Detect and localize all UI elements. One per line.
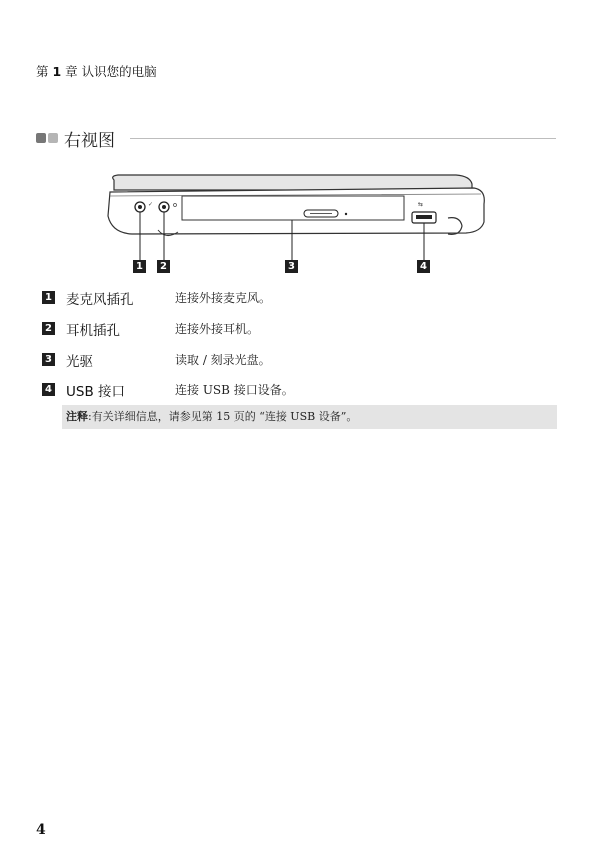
- section-rule: [130, 138, 556, 139]
- item-label: 耳机插孔: [66, 323, 120, 339]
- item-description: 连接外接麦克风。: [175, 291, 272, 305]
- optical-drive-tray: [182, 196, 404, 220]
- note-box: [62, 405, 557, 429]
- laptop-lid: [113, 175, 472, 190]
- section-heading: [36, 126, 556, 150]
- callout-2: 2: [157, 260, 170, 273]
- item-description: 读取 / 刻录光盘。: [175, 353, 271, 367]
- item-label: 光驱: [66, 354, 93, 370]
- item-description: 连接 USB 接口设备。: [175, 383, 294, 397]
- item-number-badge: 3: [42, 353, 55, 366]
- section-bullet-light-icon: [48, 133, 58, 143]
- callout-4: 4: [417, 260, 430, 273]
- list-item: [42, 288, 562, 308]
- chapter-title: 章 认识您的电脑: [61, 64, 157, 79]
- item-label: 麦克风插孔: [66, 292, 134, 308]
- svg-text:✓: ✓: [148, 201, 154, 208]
- section-bullet-dark-icon: [36, 133, 46, 143]
- callout-1: 1: [133, 260, 146, 273]
- laptop-right-side-illustration: [96, 170, 496, 285]
- svg-text:⇆: ⇆: [418, 201, 424, 208]
- item-number-badge: 1: [42, 291, 55, 304]
- note-text: :有关详细信息，请参见第 15 页的 “连接 USB 设备”。: [88, 410, 358, 423]
- callout-3: 3: [285, 260, 298, 273]
- chapter-header: [36, 62, 157, 80]
- item-number-badge: 4: [42, 383, 55, 396]
- list-item: [42, 319, 562, 339]
- list-item: [42, 350, 562, 370]
- page-number: 4: [36, 822, 46, 838]
- list-item: [42, 380, 562, 400]
- item-label: USB 接口: [66, 384, 126, 400]
- chapter-prefix: 第: [36, 64, 53, 79]
- item-description: 连接外接耳机。: [175, 322, 260, 336]
- section-title: 右视图: [64, 131, 115, 151]
- note-label: 注释: [66, 410, 88, 423]
- item-number-badge: 2: [42, 322, 55, 335]
- chapter-number: 1: [52, 64, 62, 79]
